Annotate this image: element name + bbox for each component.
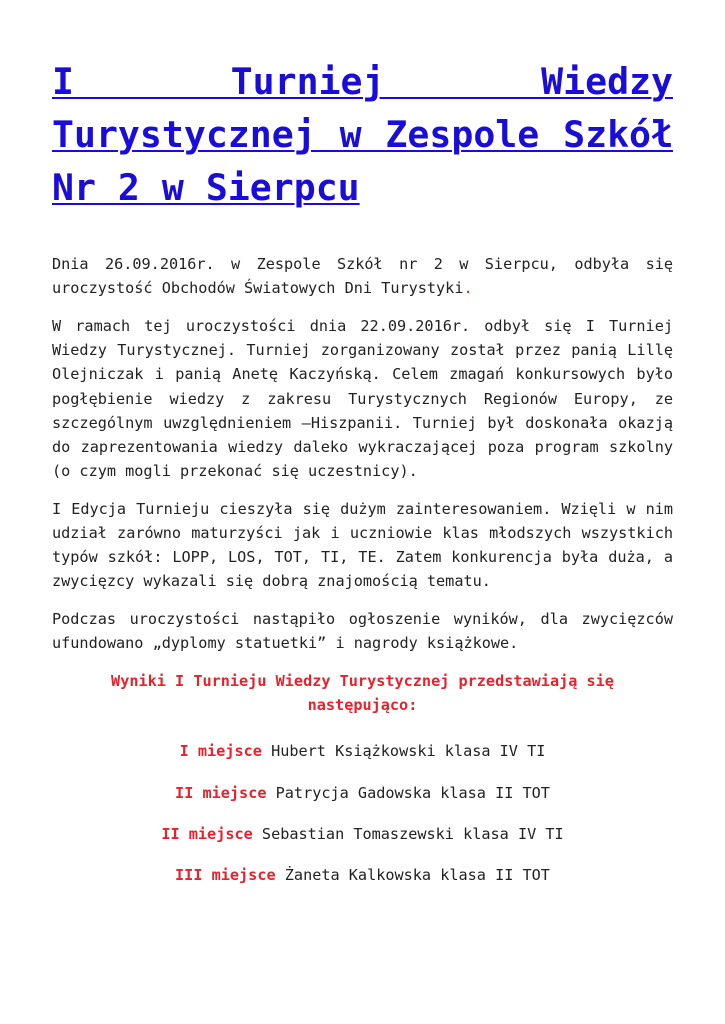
result-row [52,822,673,846]
article [52,55,673,904]
intro-paragraph [52,252,673,300]
result-winner: Sebastian Tomaszewski klasa IV TI [261,824,564,843]
tournament-paragraph: W ramach tej uroczystości dnia 22.09.2016r. odbył się I Turniej Wiedzy Turystycznej. Turniej zorganizowany został przez panią Lillę Olejniczak i panią Anetę Kaczyńską. Celem zmagań konkursowych było pogłębienie wiedzy z zakresu Turystycznych Regionów Europy, ze szczególnym uwzględnieniem –Hiszpanii. Turniej był doskonała okazją do zaprezentowania wiedzy daleko wykraczającej poza program szkolny (o czym mogli przekonać się uczestnicy). [52,316,673,481]
result-winner: Patrycja Gadowska klasa II TOT [275,783,550,802]
result-place: II miejsce [175,783,267,802]
result-row [52,739,673,763]
result-place: III miejsce [175,866,276,885]
result-row [52,781,673,805]
result-row [52,863,673,887]
intro-text: Dnia 26.09.2016r. w Zespole Szkół nr 2 w Sierpcu, odbyła się uroczystość Obchodów Światowych Dni Turystyki [52,255,673,298]
results-heading: Wyniki I Turnieju Wiedzy Turystycznej przedstawiają się następująco: [111,672,614,715]
article-title [52,55,673,214]
result-winner: Hubert Książkowski klasa IV TI [271,742,546,761]
result-place: II miejsce [161,824,253,843]
edition-paragraph: I Edycja Turnieju cieszyła się dużym zainteresowaniem. Wzięli w nim udział zarówno maturzyści jak i uczniowie klas młodszych wszystkich typów szkół: LOPP, LOS, TOT, TI, TE. Zatem konkurencja była duża, a zwycięzcy wykazali się dobrą znajomością tematu. [52,499,673,591]
intro-period: . [463,279,473,298]
awards-paragraph: Podczas uroczystości nastąpiło ogłoszenie wyników, dla zwycięzców ufundowano „dyplomy statuetki” i nagrody książkowe. [52,610,673,653]
result-place: I miejsce [179,742,262,761]
result-winner: Żaneta Kalkowska klasa II TOT [284,866,550,885]
article-title-link[interactable]: I Turniej Wiedzy Turystycznej w Zespole Szkół Nr 2 w Sierpcu [52,60,673,209]
article-content [52,252,673,887]
